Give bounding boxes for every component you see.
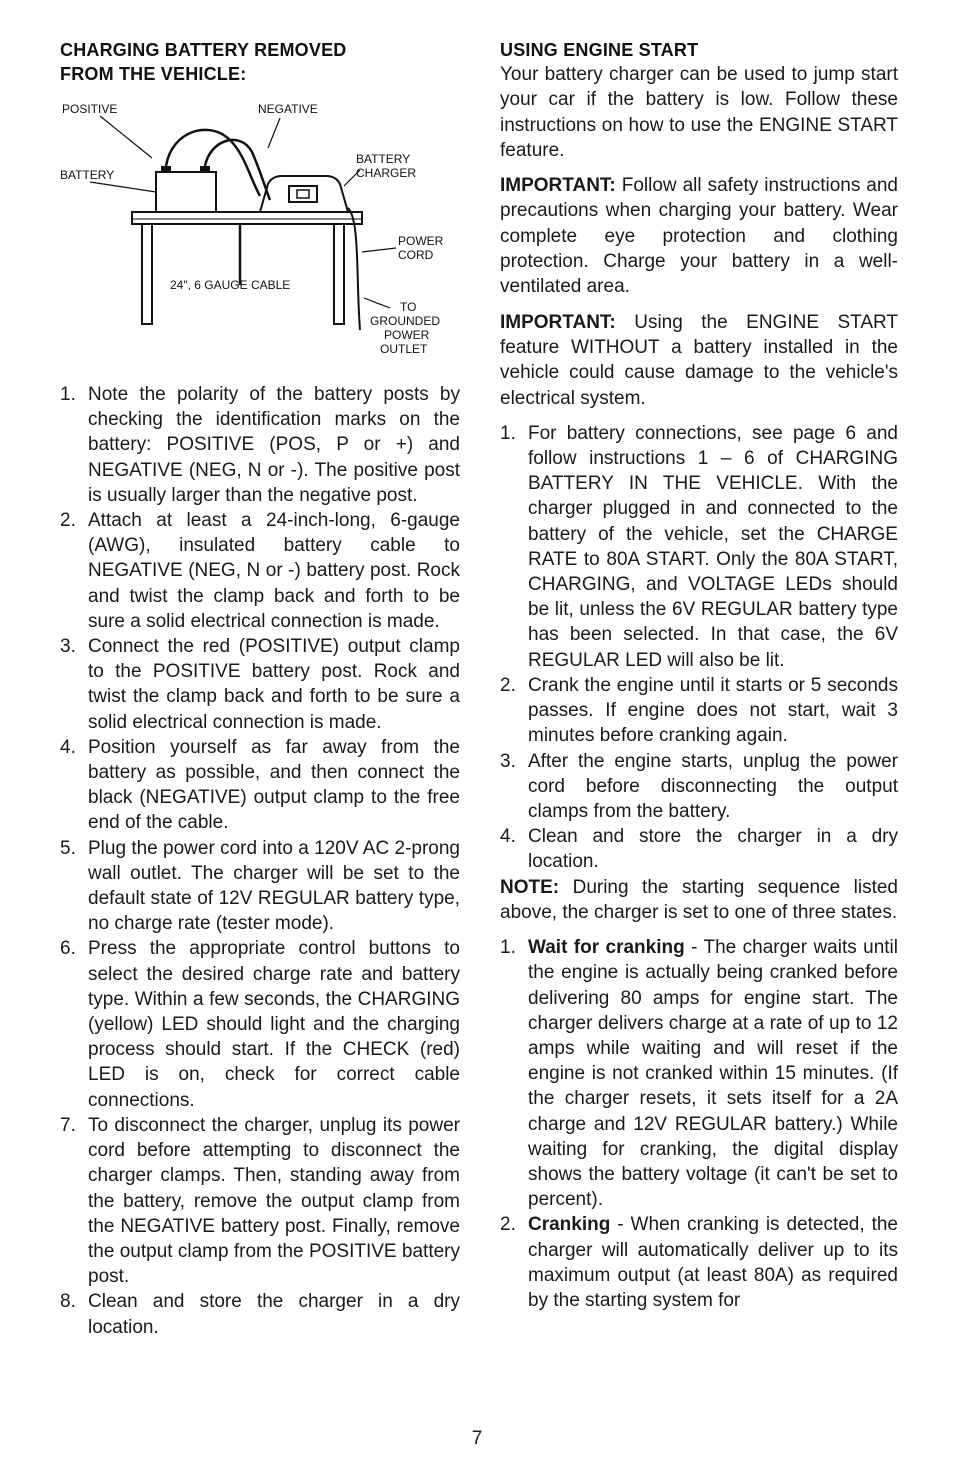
heading-line-1: CHARGING BATTERY REMOVED: [60, 40, 347, 60]
step-text: To disconnect the charger, unplug its power cord before attempting to disconnect the charger clamps. Then, standing away from the battery, remove the output clamp from the NEGATIVE battery post. Finally, remove the output clamp from the POSITIVE battery post.: [88, 1114, 460, 1288]
note-label: NOTE:: [500, 876, 560, 898]
battery-charging-diagram: [60, 100, 460, 370]
list-item: [60, 382, 460, 508]
list-item: [500, 673, 898, 749]
list-item: [500, 749, 898, 825]
step-number: 1.: [60, 384, 76, 405]
list-item: [60, 634, 460, 735]
step-number: 4.: [500, 826, 516, 848]
heading-line-2: FROM THE VEHICLE:: [60, 64, 247, 84]
step-number: 8.: [60, 1291, 76, 1313]
label-battery-charger-2: CHARGER: [356, 166, 417, 180]
list-item: [500, 1212, 898, 1313]
note-paragraph: [500, 875, 898, 926]
important-label: IMPORTANT:: [500, 311, 616, 333]
left-steps-list: [60, 382, 460, 1340]
step-number: 2.: [60, 510, 76, 532]
section-heading-removed: [60, 38, 460, 86]
important-paragraph-2: [500, 310, 898, 411]
step-text: Clean and store the charger in a dry location.: [528, 826, 898, 873]
step-number: 4.: [60, 736, 76, 758]
label-power: POWER: [384, 328, 430, 342]
step-text: Plug the power cord into a 120V AC 2-prong wall outlet. The charger will be set to the default state of 12V REGULAR battery type, no charge rate (tester mode).: [88, 837, 460, 935]
step-text: Connect the red (POSITIVE) output clamp to the POSITIVE battery post. Rock and twist the clamp back and forth to be sure a solid electrical connection is made.: [88, 636, 460, 733]
step-number: 5.: [60, 837, 76, 859]
section-heading-engine-start: USING ENGINE START: [500, 40, 699, 60]
list-item: [60, 836, 460, 937]
label-to: TO: [400, 300, 417, 314]
step-number: 7.: [60, 1114, 76, 1136]
step-number: 3.: [60, 636, 76, 658]
label-battery-charger-1: BATTERY: [356, 152, 411, 166]
state-label: Wait for cranking: [528, 937, 685, 959]
step-number: 3.: [500, 750, 516, 772]
important-text: Using the ENGINE START feature WITHOUT a battery installed in the vehicle could cause damage to the vehicle's electrical system.: [500, 311, 898, 409]
label-cable: 24", 6 GAUGE CABLE: [170, 278, 291, 292]
label-outlet: OUTLET: [380, 342, 428, 356]
step-text: After the engine starts, unplug the power cord before disconnecting the output clamps from the battery.: [528, 750, 898, 822]
step-text: Press the appropriate control buttons to select the desired charge rate and battery type. Within a few seconds, the CHARGING (yellow) LED should light and the charging process should start. If the CHECK (red) LED is on, check for correct cable connections.: [88, 938, 460, 1111]
important-text: Follow all safety instructions and precautions when charging your battery. Wear complete eye protection and clothing protection. Charge your battery in a well-ventilated area.: [500, 175, 898, 298]
list-item: [60, 508, 460, 634]
important-paragraph-1: [500, 173, 898, 299]
right-column: [500, 38, 898, 1313]
label-grounded: GROUNDED: [370, 314, 441, 328]
list-item: [60, 1289, 460, 1339]
step-text: Clean and store the charger in a dry location.: [88, 1291, 460, 1338]
step-text: Crank the engine until it starts or 5 seconds passes. If engine does not start, wait 3 minutes before cranking again.: [528, 674, 898, 747]
label-power-cord-1: POWER: [398, 234, 444, 248]
state-number: 1.: [500, 937, 516, 959]
label-power-cord-2: CORD: [398, 248, 434, 262]
state-text: - The charger waits until the engine is actually being cranked before delivering 80 amps for engine start. The charger delivers charge at a rate of up to 12 amps while waiting and will reset if the engine is not cranked within 15 minutes. (If the charger resets, it sets itself for a 2A charge and 12V REGULAR battery.) While waiting for cranking, the digital display shows the battery voltage (it can't be set to percent).: [528, 937, 898, 1211]
step-text: Position yourself as far away from the battery as possible, and then connect the black (NEGATIVE) output clamp to the free end of the cable.: [88, 736, 460, 834]
state-number: 2.: [500, 1214, 516, 1236]
intro-paragraph: Your battery charger can be used to jump start your car if the battery is low. Follow these instructions on how to use the ENGINE START feature.: [500, 64, 898, 161]
list-item: [500, 421, 898, 673]
page-number: 7: [471, 1428, 483, 1449]
left-column: [60, 38, 460, 1340]
step-number: 2.: [500, 674, 516, 696]
step-text: Note the polarity of the battery posts by checking the identification marks on the battery: POSITIVE (POS, P or +) and NEGATIVE (NEG, N or -). The positive post is usually larger than the negative post.: [88, 384, 460, 506]
state-text: - When cranking is detected, the charger will automatically deliver up to its maximum output (at least 80A) as required by the starting system for: [528, 1214, 898, 1311]
list-item: [60, 1113, 460, 1289]
list-item: [60, 936, 460, 1112]
list-item: [60, 735, 460, 836]
engine-start-steps: [500, 421, 898, 875]
state-label: Cranking: [528, 1214, 611, 1236]
step-text: Attach at least a 24-inch-long, 6-gauge (AWG), insulated battery cable to NEGATIVE (NEG, N or -) battery post. Rock and twist the clamp back and forth to be sure a solid electrical connection is made.: [88, 510, 460, 632]
step-number: 1.: [500, 422, 516, 444]
step-text: For battery connections, see page 6 and follow instructions 1 – 6 of CHARGING BATTERY IN THE VEHICLE. With the charger plugged in and connected to the battery of the vehicle, set the CHARGE RATE to 80A START. Only the 80A START, CHARGING, and VOLTAGE LEDs should be lit, unless the 6V REGULAR battery type has been selected. In that case, the 6V REGULAR LED will also be lit.: [528, 422, 898, 671]
label-negative: NEGATIVE: [258, 102, 318, 116]
charger-states-list: [500, 935, 898, 1313]
step-number: 6.: [60, 938, 76, 960]
label-positive: POSITIVE: [62, 102, 118, 116]
list-item: [500, 824, 898, 874]
important-label: IMPORTANT:: [500, 175, 616, 197]
list-item: [500, 935, 898, 1212]
note-text: During the starting sequence listed above, the charger is set to one of three states.: [500, 876, 898, 923]
label-battery: BATTERY: [60, 168, 115, 182]
